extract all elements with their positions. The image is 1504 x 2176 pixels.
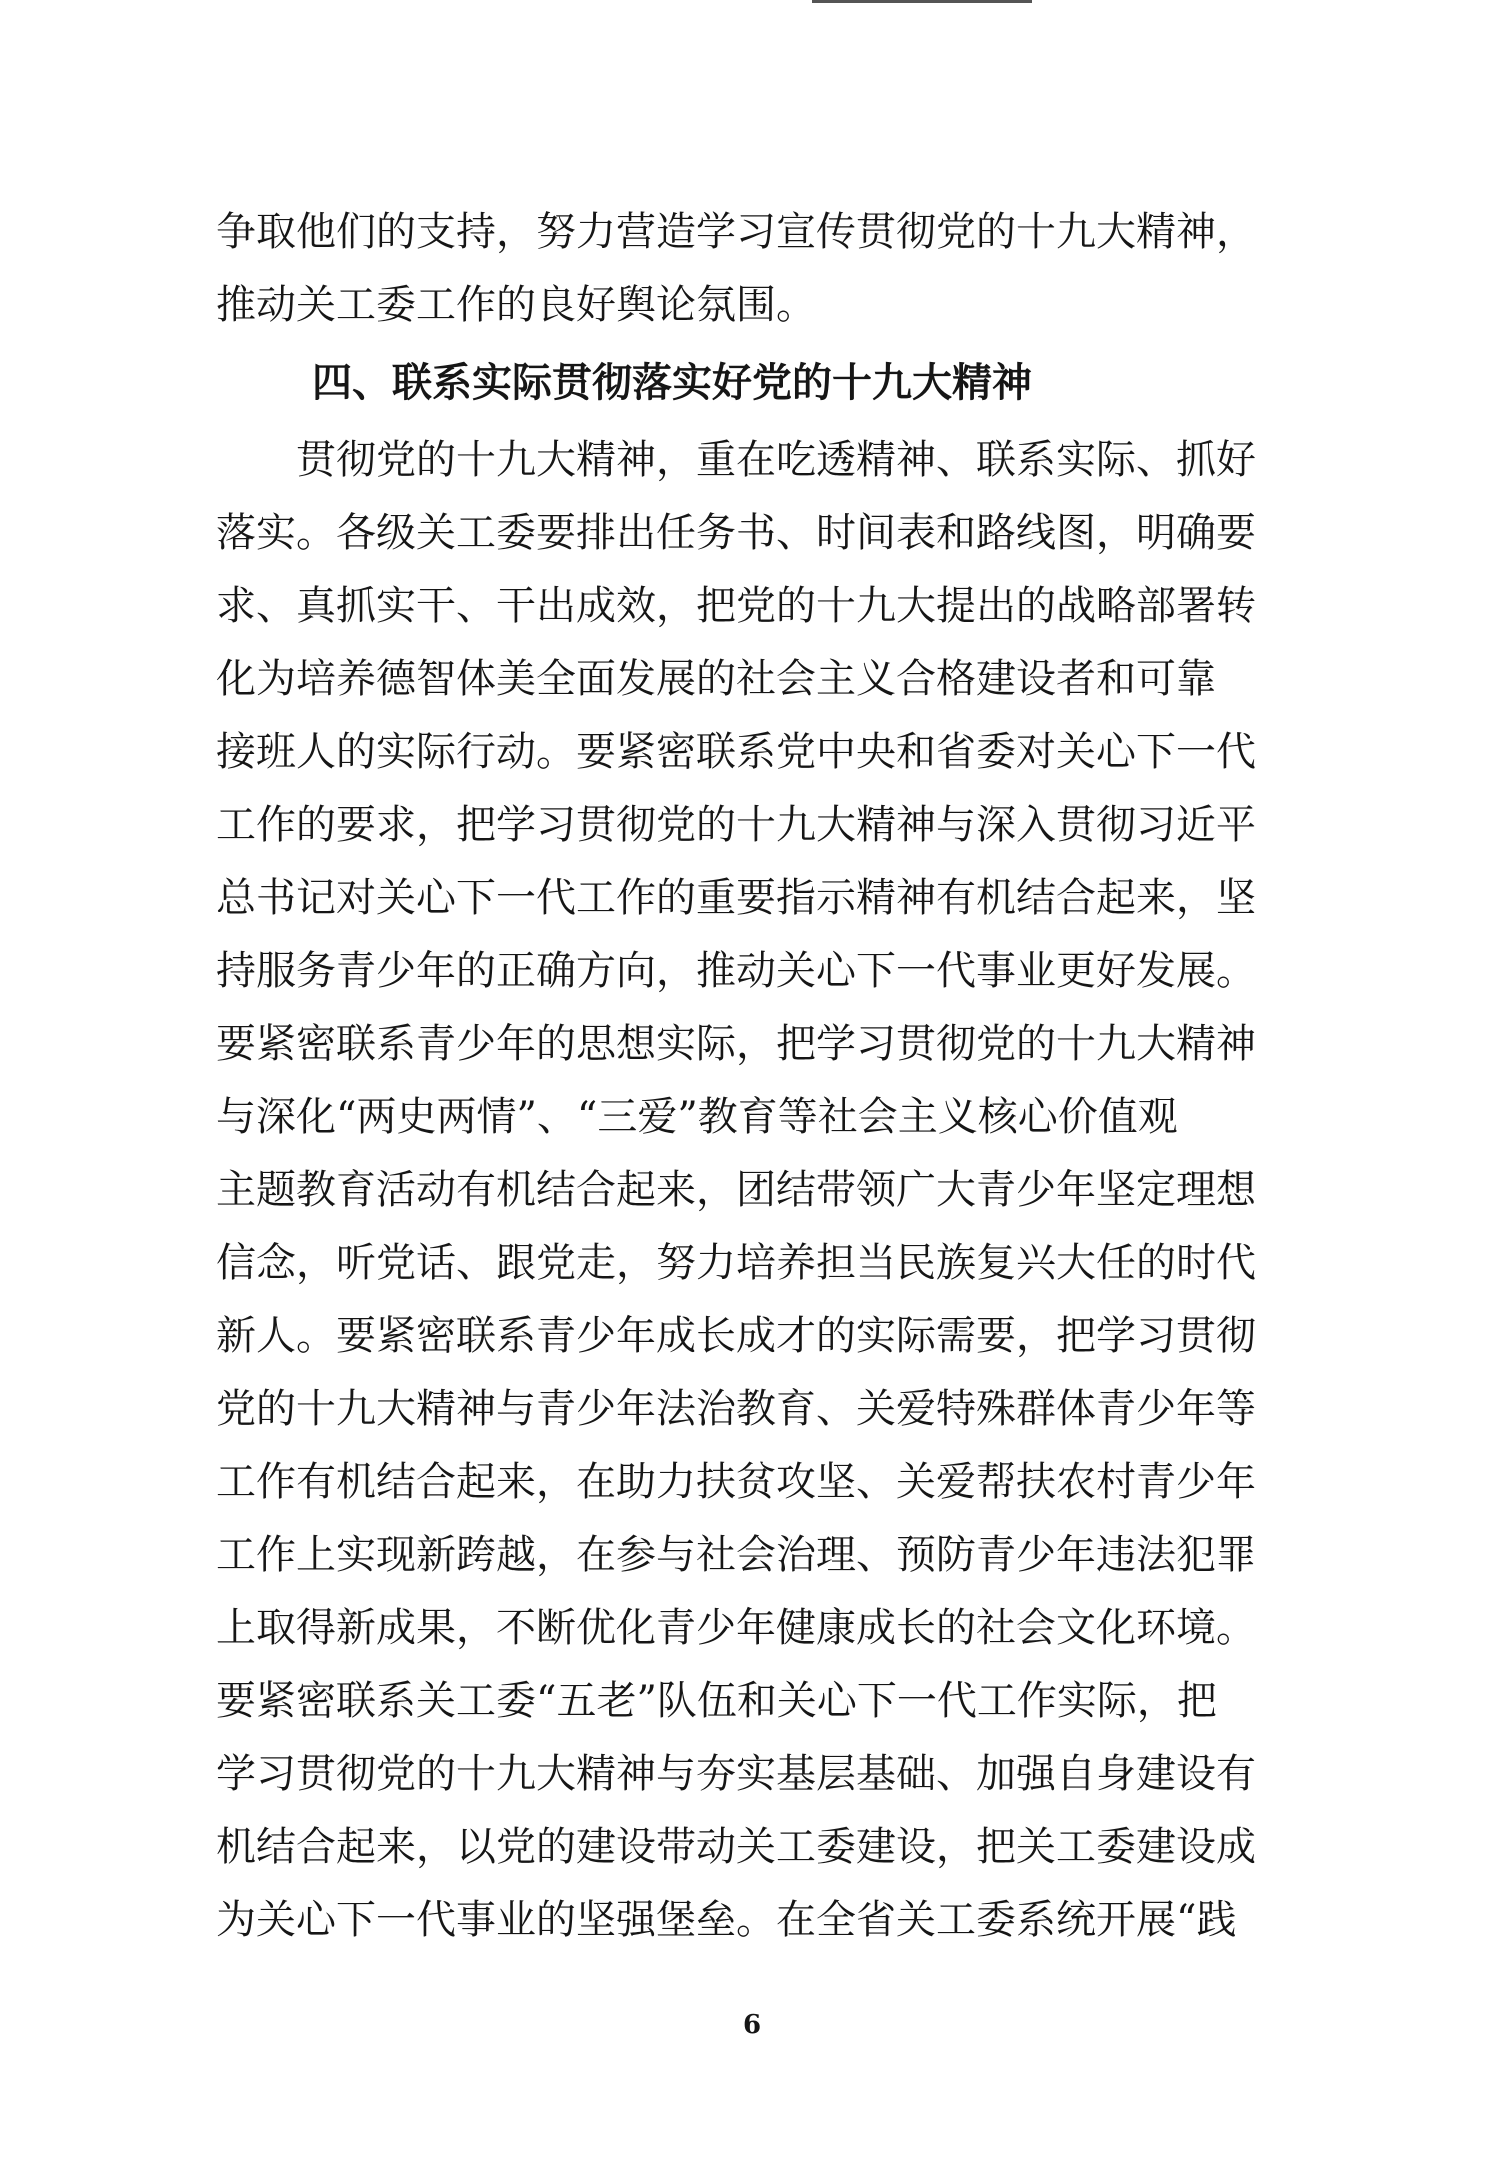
- paragraph-line: 信念，听党话、跟党走，努力培养担当民族复兴大任的时代: [216, 1240, 1256, 1286]
- section-heading: 四、联系实际贯彻落实好党的十九大精神: [312, 360, 1032, 406]
- paragraph-line: 主题教育活动有机结合起来，团结带领广大青少年坚定理想: [216, 1167, 1256, 1213]
- document-body: [216, 196, 1296, 1957]
- paragraph-line: 与深化“两史两情”、“三爱”教育等社会主义核心价值观: [216, 1094, 1178, 1140]
- paragraph-line: 接班人的实际行动。要紧密联系党中央和省委对关心下一代: [216, 729, 1256, 775]
- paragraph-line: 要紧密联系青少年的思想实际，把学习贯彻党的十九大精神: [216, 1021, 1256, 1067]
- paragraph-line: 工作上实现新跨越，在参与社会治理、预防青少年违法犯罪: [216, 1532, 1256, 1578]
- paragraph-line: 工作有机结合起来，在助力扶贫攻坚、关爱帮扶农村青少年: [216, 1459, 1256, 1505]
- paragraph-line: 新人。要紧密联系青少年成长成才的实际需要，把学习贯彻: [216, 1313, 1256, 1359]
- paragraph-line: 学习贯彻党的十九大精神与夯实基层基础、加强自身建设有: [216, 1751, 1256, 1797]
- paragraph-line: 为关心下一代事业的坚强堡垒。在全省关工委系统开展“践: [216, 1897, 1237, 1943]
- paragraph-line: 机结合起来，以党的建设带动关工委建设，把关工委建设成: [216, 1824, 1256, 1870]
- paragraph-line: 化为培养德智体美全面发展的社会主义合格建设者和可靠: [216, 656, 1216, 702]
- paragraph-line: 落实。各级关工委要排出任务书、时间表和路线图，明确要: [216, 510, 1256, 556]
- paragraph-line: 争取他们的支持，努力营造学习宣传贯彻党的十九大精神，: [216, 209, 1256, 255]
- paragraph-line: 推动关工委工作的良好舆论氛围。: [216, 282, 816, 328]
- page-number: 6: [742, 2010, 762, 2040]
- paragraph-line: 工作的要求，把学习贯彻党的十九大精神与深入贯彻习近平: [216, 802, 1256, 848]
- paragraph-line: 上取得新成果，不断优化青少年健康成长的社会文化环境。: [216, 1605, 1256, 1651]
- paragraph-line: 总书记对关心下一代工作的重要指示精神有机结合起来，坚: [216, 875, 1256, 921]
- paragraph-line: 求、真抓实干、干出成效，把党的十九大提出的战略部署转: [216, 583, 1256, 629]
- paragraph-line: 持服务青少年的正确方向，推动关心下一代事业更好发展。: [216, 948, 1256, 994]
- paragraph-line: 党的十九大精神与青少年法治教育、关爱特殊群体青少年等: [216, 1386, 1256, 1432]
- paragraph-line: 贯彻党的十九大精神，重在吃透精神、联系实际、抓好: [216, 437, 1256, 483]
- top-rule: [812, 0, 1032, 3]
- paragraph-line: 要紧密联系关工委“五老”队伍和关心下一代工作实际，把: [216, 1678, 1217, 1724]
